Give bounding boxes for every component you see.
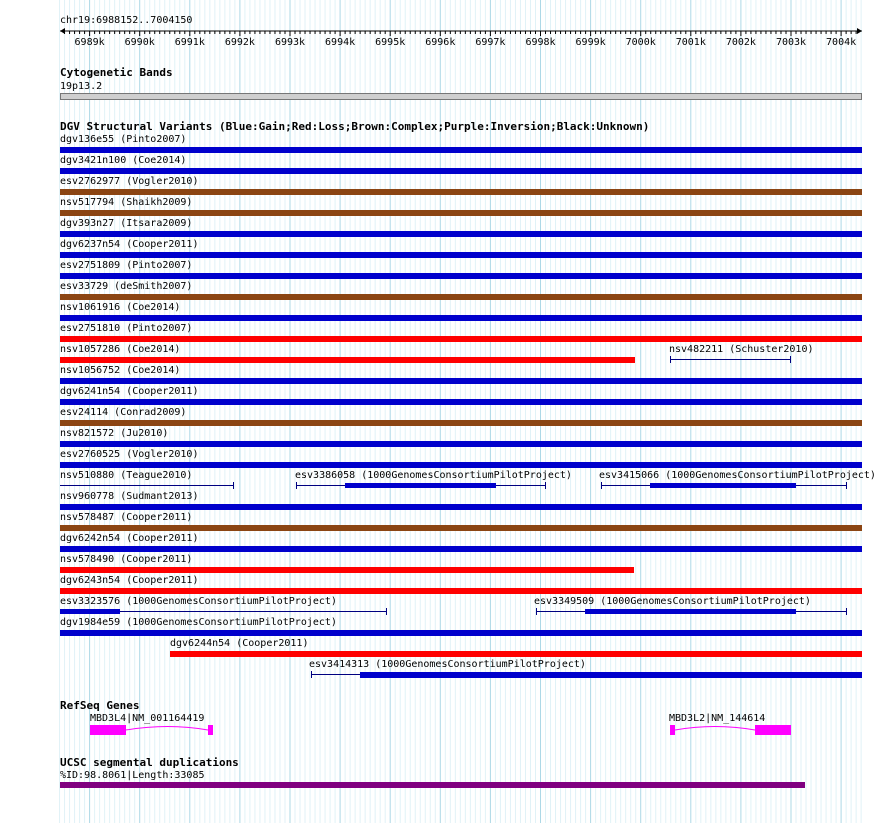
ruler-tick-label: 6997k bbox=[475, 37, 506, 47]
dgv-complex-bar[interactable] bbox=[60, 189, 862, 195]
dgv-feature-label: esv3414313 (1000GenomesConsortiumPilotProject) bbox=[309, 659, 586, 670]
dgv-feature-label: esv2751809 (Pinto2007) bbox=[60, 260, 193, 271]
dgv-gain-bar[interactable] bbox=[60, 462, 862, 468]
dgv-gain-bar[interactable] bbox=[650, 483, 796, 488]
dgv-feature-label: esv3386058 (1000GenomesConsortiumPilotProject) bbox=[295, 470, 572, 481]
dgv-feature-label: esv3323576 (1000GenomesConsortiumPilotProject) bbox=[60, 596, 337, 607]
dgv-gain-bar[interactable] bbox=[60, 504, 862, 510]
dgv-gain-bar[interactable] bbox=[60, 609, 120, 614]
dgv-feature-label: dgv136e55 (Pinto2007) bbox=[60, 134, 187, 145]
intron-line bbox=[675, 727, 755, 731]
cytoband-bar[interactable] bbox=[60, 93, 862, 100]
dgv-complex-bar[interactable] bbox=[60, 420, 862, 426]
ruler-tick-label: 7002k bbox=[725, 37, 756, 47]
dgv-feature-label: dgv6242n54 (Cooper2011) bbox=[60, 533, 199, 544]
dgv-gain-bar[interactable] bbox=[60, 231, 862, 237]
dgv-gain-bar[interactable] bbox=[60, 252, 862, 258]
gene-label-mbd3l4[interactable]: MBD3L4|NM_001164419 bbox=[90, 713, 205, 724]
dgv-feature-label: esv33729 (deSmith2007) bbox=[60, 281, 193, 292]
dgv-feature-label: esv2751810 (Pinto2007) bbox=[60, 323, 193, 334]
ruler-tick-label: 6996k bbox=[425, 37, 456, 47]
dgv-gain-bar[interactable] bbox=[60, 147, 862, 153]
ruler-tick-label: 6995k bbox=[375, 37, 406, 47]
dgv-line-cap bbox=[545, 482, 546, 489]
dgv-feature-label: dgv6243n54 (Cooper2011) bbox=[60, 575, 199, 586]
dgv-feature-label: nsv578490 (Cooper2011) bbox=[60, 554, 193, 565]
ruler-tick-label: 7000k bbox=[625, 37, 656, 47]
ruler-tick-label: 6994k bbox=[325, 37, 356, 47]
segdup-bar[interactable] bbox=[60, 782, 805, 788]
region-label: chr19:6988152..7004150 bbox=[60, 15, 193, 26]
dgv-line-cap bbox=[670, 356, 671, 363]
intron-line bbox=[126, 727, 208, 731]
dgv-feature-label: dgv393n27 (Itsara2009) bbox=[60, 218, 193, 229]
dgv-loss-bar[interactable] bbox=[60, 336, 862, 342]
ruler-tick-label: 6991k bbox=[174, 37, 205, 47]
dgv-loss-bar[interactable] bbox=[170, 651, 862, 657]
dgv-feature-label: nsv960778 (Sudmant2013) bbox=[60, 491, 199, 502]
dgv-feature-label: nsv482211 (Schuster2010) bbox=[669, 344, 814, 355]
dgv-feature-label: nsv517794 (Shaikh2009) bbox=[60, 197, 193, 208]
ruler-tick-label: 6999k bbox=[575, 37, 606, 47]
dgv-feature-label: esv24114 (Conrad2009) bbox=[60, 407, 187, 418]
dgv-feature-label: nsv1061916 (Coe2014) bbox=[60, 302, 181, 313]
dgv-feature-label: dgv6241n54 (Cooper2011) bbox=[60, 386, 199, 397]
dgv-gain-bar[interactable] bbox=[360, 672, 862, 678]
dgv-complex-bar[interactable] bbox=[60, 525, 862, 531]
refseq-track-title: RefSeq Genes bbox=[60, 699, 140, 712]
dgv-feature-label: dgv3421n100 (Coe2014) bbox=[60, 155, 187, 166]
dgv-feature-label: nsv510880 (Teague2010) bbox=[60, 470, 193, 481]
refseq-gene-models[interactable] bbox=[0, 722, 890, 738]
ruler-tick-label: 6990k bbox=[124, 37, 155, 47]
dgv-unknown-line[interactable] bbox=[60, 485, 234, 486]
dgv-loss-bar[interactable] bbox=[60, 567, 634, 573]
ruler-tick-label: 6989k bbox=[74, 37, 105, 47]
dgv-gain-bar[interactable] bbox=[345, 483, 496, 488]
dgv-line-cap bbox=[790, 356, 791, 363]
cytoband-track-title: Cytogenetic Bands bbox=[60, 66, 173, 79]
ruler-tick-label: 7001k bbox=[675, 37, 706, 47]
dgv-gain-bar[interactable] bbox=[60, 630, 862, 636]
dgv-feature-label: esv3349509 (1000GenomesConsortiumPilotProject) bbox=[534, 596, 811, 607]
position-ruler[interactable] bbox=[0, 25, 890, 47]
dgv-feature-label: esv2760525 (Vogler2010) bbox=[60, 449, 199, 460]
cytoband-label: 19p13.2 bbox=[60, 81, 103, 92]
segdup-track-title: UCSC segmental duplications bbox=[60, 756, 239, 769]
exon-block bbox=[90, 725, 126, 735]
dgv-feature-label: esv2762977 (Vogler2010) bbox=[60, 176, 199, 187]
dgv-line-cap bbox=[311, 671, 312, 678]
dgv-gain-bar[interactable] bbox=[60, 168, 862, 174]
dgv-complex-bar[interactable] bbox=[60, 294, 862, 300]
gene-model-mbd3l2[interactable] bbox=[670, 725, 791, 735]
dgv-gain-bar[interactable] bbox=[585, 609, 796, 614]
dgv-feature-label: nsv578487 (Cooper2011) bbox=[60, 512, 193, 523]
dgv-feature-label: dgv6244n54 (Cooper2011) bbox=[170, 638, 309, 649]
exon-block bbox=[755, 725, 791, 735]
ruler-right-arrow-icon bbox=[857, 28, 862, 34]
dgv-track-title: DGV Structural Variants (Blue:Gain;Red:Loss;Brown:Complex;Purple:Inversion;Black:Unknown) bbox=[60, 120, 650, 133]
dgv-line-cap bbox=[846, 482, 847, 489]
dgv-line-cap bbox=[846, 608, 847, 615]
dgv-feature-label: esv3415066 (1000GenomesConsortiumPilotProject) bbox=[599, 470, 876, 481]
dgv-unknown-line[interactable] bbox=[670, 359, 791, 360]
dgv-gain-bar[interactable] bbox=[60, 546, 862, 552]
dgv-gain-bar[interactable] bbox=[60, 441, 862, 447]
dgv-feature-label: dgv6237n54 (Cooper2011) bbox=[60, 239, 199, 250]
segdup-label: %ID:98.8061|Length:33085 bbox=[60, 770, 205, 781]
dgv-line-cap bbox=[386, 608, 387, 615]
ruler-tick-label: 7004k bbox=[826, 37, 857, 47]
dgv-line-cap bbox=[601, 482, 602, 489]
dgv-line-cap bbox=[296, 482, 297, 489]
ruler-tick-label: 6998k bbox=[525, 37, 556, 47]
dgv-gain-bar[interactable] bbox=[60, 315, 862, 321]
dgv-complex-bar[interactable] bbox=[60, 210, 862, 216]
gene-model-mbd3l4[interactable] bbox=[90, 725, 213, 735]
dgv-gain-bar[interactable] bbox=[60, 399, 862, 405]
dgv-feature-label: nsv1056752 (Coe2014) bbox=[60, 365, 181, 376]
dgv-feature-label: dgv1984e59 (1000GenomesConsortiumPilotProject) bbox=[60, 617, 337, 628]
dgv-gain-bar[interactable] bbox=[60, 273, 862, 279]
dgv-gain-bar[interactable] bbox=[60, 378, 862, 384]
dgv-loss-bar[interactable] bbox=[60, 357, 635, 363]
dgv-feature-label: nsv821572 (Ju2010) bbox=[60, 428, 169, 439]
dgv-loss-bar[interactable] bbox=[60, 588, 862, 594]
dgv-line-cap bbox=[536, 608, 537, 615]
ruler-tick-label: 6993k bbox=[274, 37, 306, 47]
ruler-tick-label: 6992k bbox=[224, 37, 255, 47]
exon-block bbox=[208, 725, 213, 735]
dgv-line-cap bbox=[233, 482, 234, 489]
ruler-tick-label: 7003k bbox=[775, 37, 807, 47]
dgv-feature-label: nsv1057286 (Coe2014) bbox=[60, 344, 181, 355]
exon-block bbox=[670, 725, 675, 735]
gene-label-mbd3l2[interactable]: MBD3L2|NM_144614 bbox=[669, 713, 766, 724]
